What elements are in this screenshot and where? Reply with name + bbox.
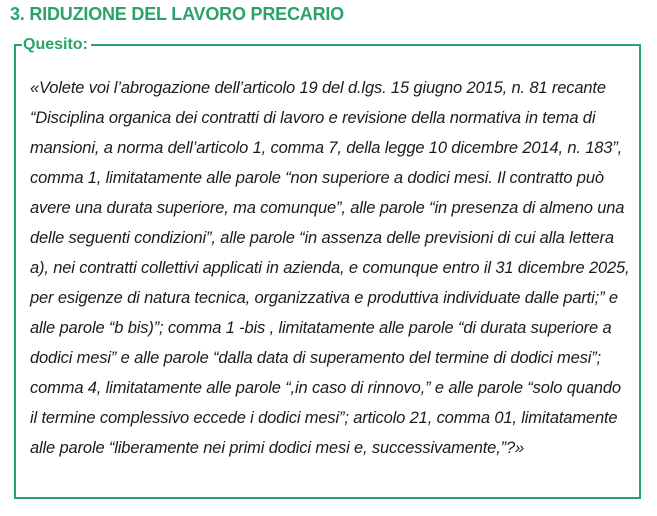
question-label: Quesito: <box>22 34 91 56</box>
question-box <box>14 36 641 499</box>
question-text: «Volete voi l’abrogazione dell’articolo 19 del d.lgs. 15 giugno 2015, n. 81 recante “Disciplina organica dei contratti di lavoro e revisione della normativa in tema di mansioni, a norma dell’articolo 1, comma 7, della legge 10 dicembre 2014, n. 183”, comma 1, limitatamente alle parole “non superiore a dodici mesi. Il contratto può avere una durata superiore, ma comunque”, alle parole “in presenza di almeno una delle seguenti condizioni”, alle parole “in assenza delle previsioni di cui alla lettera a), nei contratti collettivi applicati in azienda, e comunque entro il 31 dicembre 2025, per esigenze di natura tecnica, organizzativa e produttiva individuate dalle parti;” e alle parole “b bis)”; comma 1 -bis , limitatamente alle parole “di durata superiore a dodici mesi” e alle parole “dalla data di superamento del termine di dodici mesi”; comma 4, limitatamente alle parole “,in caso di rinnovo,” e alle parole “solo quando il termine complessivo eccede i dodici mesi”; articolo 21, comma 01, limitatamente alle parole “liberamente nei primi dodici mesi e, successivamente,”?» <box>30 79 630 457</box>
section-title: 3. RIDUZIONE DEL LAVORO PRECARIO <box>10 4 344 24</box>
